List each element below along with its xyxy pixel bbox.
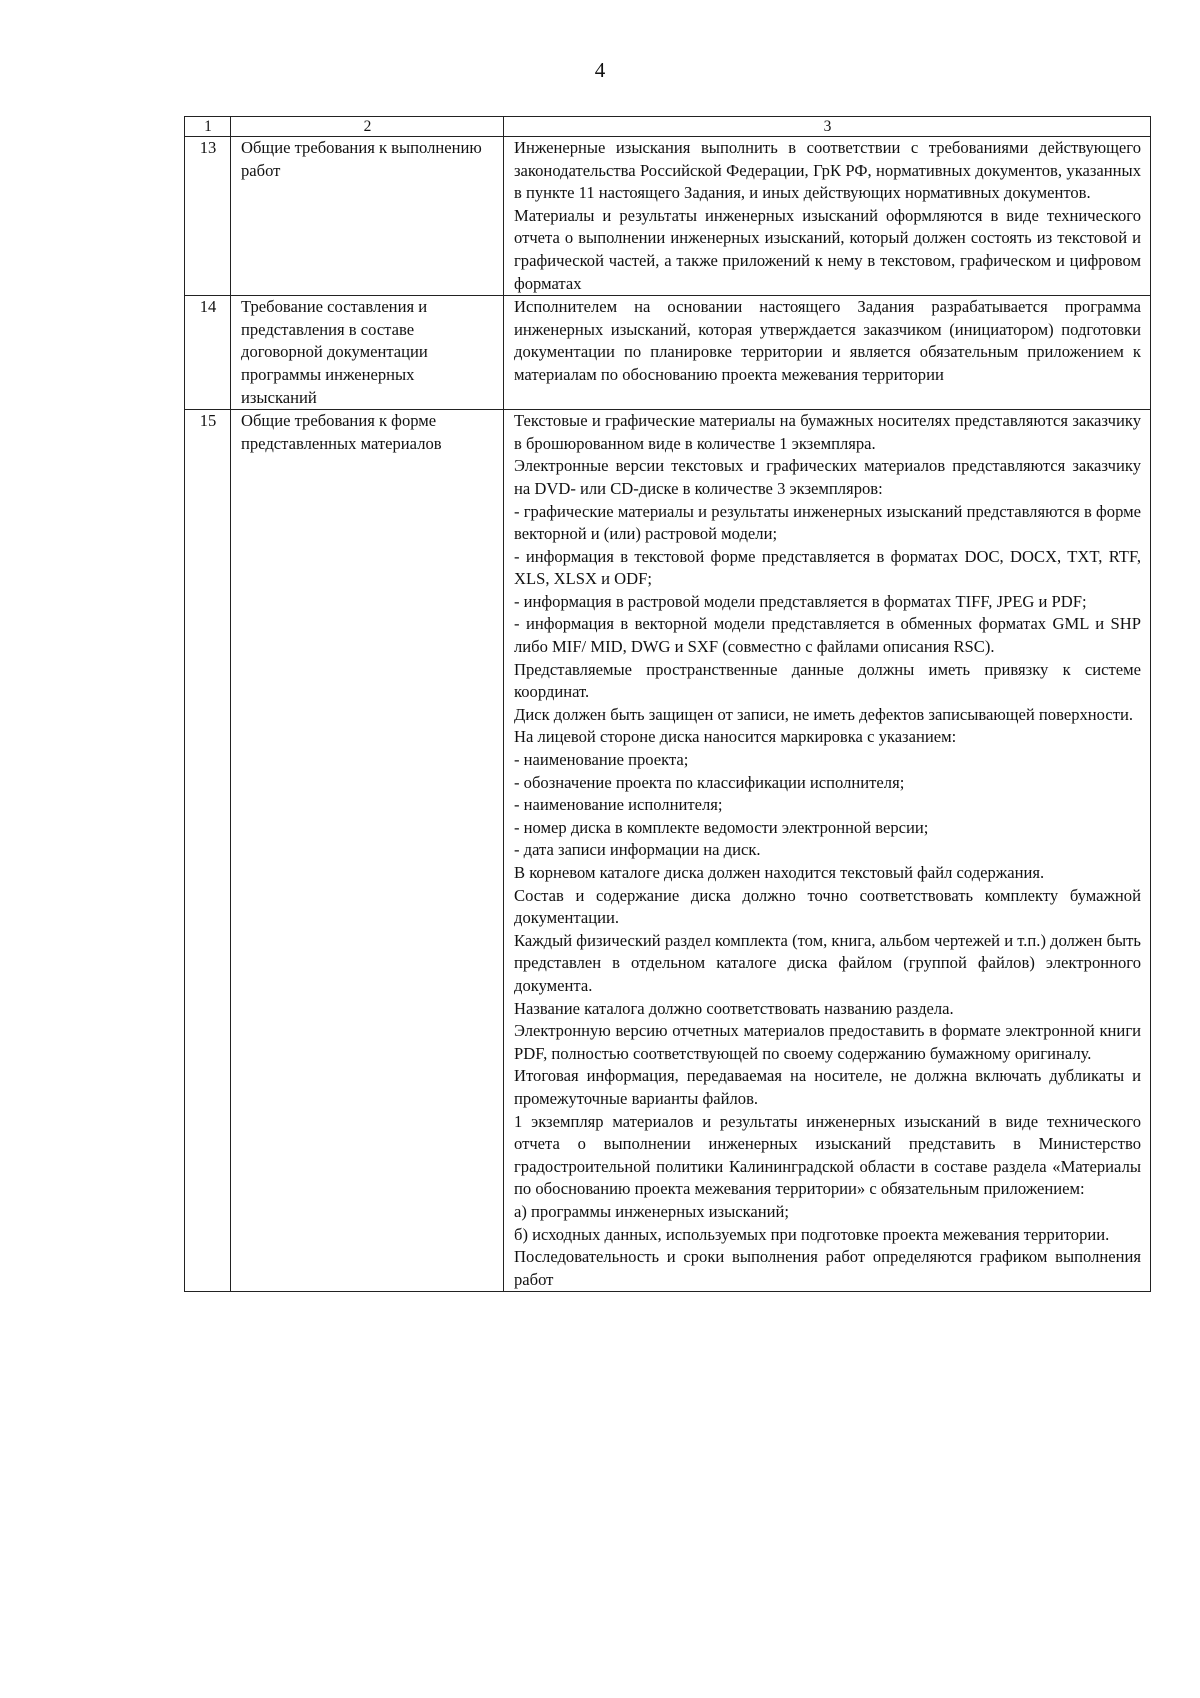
row-number: 14: [185, 296, 231, 410]
row-number: 15: [185, 410, 231, 1292]
table-header-row: [185, 117, 1151, 137]
requirement-title: Требование составления и представления в составе договорной документации программы инженерных изысканий: [231, 296, 504, 410]
requirement-paragraph: Название каталога должно соответствовать названию раздела.: [514, 998, 954, 1018]
requirement-paragraph: б) исходных данных, используемых при подготовке проекта межевания территории.: [514, 1224, 1110, 1244]
requirement-content: [504, 296, 1151, 410]
column-header: 1: [185, 117, 231, 137]
requirement-paragraph: а) программы инженерных изысканий;: [514, 1201, 790, 1221]
column-header: 2: [231, 117, 504, 137]
requirement-paragraph: - информация в текстовой форме представляется в форматах DOC, DOCX, TXT, RTF, XLS, XLSX и ODF;: [514, 546, 1141, 589]
requirements-table: [184, 116, 1151, 1292]
requirement-paragraph: - наименование исполнителя;: [514, 795, 723, 815]
requirement-paragraph: Электронные версии текстовых и графических материалов представляются заказчику на DVD- или CD-диске в количестве 3 экземпляров:: [514, 456, 1141, 498]
requirement-paragraph: - обозначение проекта по классификации исполнителя;: [514, 772, 905, 792]
requirement-paragraph: - наименование проекта;: [514, 750, 689, 770]
requirement-content: [504, 137, 1151, 296]
requirement-paragraph: Последовательность и сроки выполнения работ определяются графиком выполнения работ: [514, 1247, 1141, 1289]
requirement-paragraph: - дата записи информации на диск.: [514, 840, 761, 860]
requirement-title: Общие требования к выполнению работ: [231, 137, 504, 296]
table-row: [185, 137, 1151, 296]
requirement-paragraph: - информация в векторной модели представляется в обменных форматах GML и SHP либо MIF/ MID, DWG и SXF (совместно с файлами описания RSC).: [514, 614, 1141, 657]
requirement-paragraph: Материалы и результаты инженерных изысканий оформляются в виде технического отчета о выполнении инженерных изысканий, который должен состоять из текстовой и графической частей, а также приложений к нему в текстовом, графическом и цифровом форматах: [514, 205, 1141, 293]
requirement-paragraph: Инженерные изыскания выполнить в соответствии с требованиями действующего законодательства Российской Федерации, ГрК РФ, нормативных документов, указанных в пункте 11 настоящего Задания, и иных действующих нормативных документов.: [514, 138, 1141, 203]
row-number: 13: [185, 137, 231, 296]
requirement-paragraph: - графические материалы и результаты инженерных изысканий представляются в форме векторной и (или) растровой модели;: [514, 501, 1141, 544]
page-number: 4: [594, 58, 606, 82]
requirement-paragraph: Представляемые пространственные данные должны иметь привязку к системе координат.: [514, 659, 1141, 702]
table-row: [185, 410, 1151, 1292]
requirement-paragraph: 1 экземпляр материалов и результаты инженерных изысканий в виде технического отчета о выполнении инженерных изысканий представить в Министерство градостроительной политики Калининградской области в составе раздела «Материалы по обоснованию проекта межевания территории» с обязательным приложением:: [514, 1111, 1141, 1199]
requirement-paragraph: Состав и содержание диска должно точно соответствовать комплекту бумажной документации.: [514, 885, 1141, 928]
requirement-paragraph: Исполнителем на основании настоящего Задания разрабатывается программа инженерных изысканий, которая утверждается заказчиком (инициатором) подготовки документации по планировке территории и является обязательным приложением к материалам по обоснованию проекта межевания территории: [514, 297, 1141, 384]
requirement-paragraph: На лицевой стороне диска наносится маркировка с указанием:: [514, 727, 957, 747]
requirement-paragraph: Текстовые и графические материалы на бумажных носителях представляются заказчику в брошюрованном виде в количестве 1 экземпляра.: [514, 411, 1141, 453]
requirement-paragraph: Электронную версию отчетных материалов предоставить в формате электронной книги PDF, полностью соответствующей по своему содержанию бумажному оригиналу.: [514, 1021, 1141, 1063]
requirement-content: [504, 410, 1151, 1292]
column-header: 3: [504, 117, 1151, 137]
requirement-paragraph: - номер диска в комплекте ведомости электронной версии;: [514, 817, 929, 837]
requirement-paragraph: Диск должен быть защищен от записи, не иметь дефектов записывающей поверхности.: [514, 704, 1134, 724]
requirement-paragraph: - информация в растровой модели представляется в форматах TIFF, JPEG и PDF;: [514, 591, 1087, 611]
requirement-paragraph: В корневом каталоге диска должен находится текстовый файл содержания.: [514, 863, 1045, 882]
requirement-paragraph: Каждый физический раздел комплекта (том, книга, альбом чертежей и т.п.) должен быть представлен в отдельном каталоге диска файлом (группой файлов) электронного документа.: [514, 930, 1141, 995]
requirement-title: Общие требования к форме представленных материалов: [231, 410, 504, 1292]
requirement-paragraph: Итоговая информация, передаваемая на носителе, не должна включать дубликаты и промежуточные варианты файлов.: [514, 1066, 1141, 1108]
table-row: [185, 296, 1151, 410]
